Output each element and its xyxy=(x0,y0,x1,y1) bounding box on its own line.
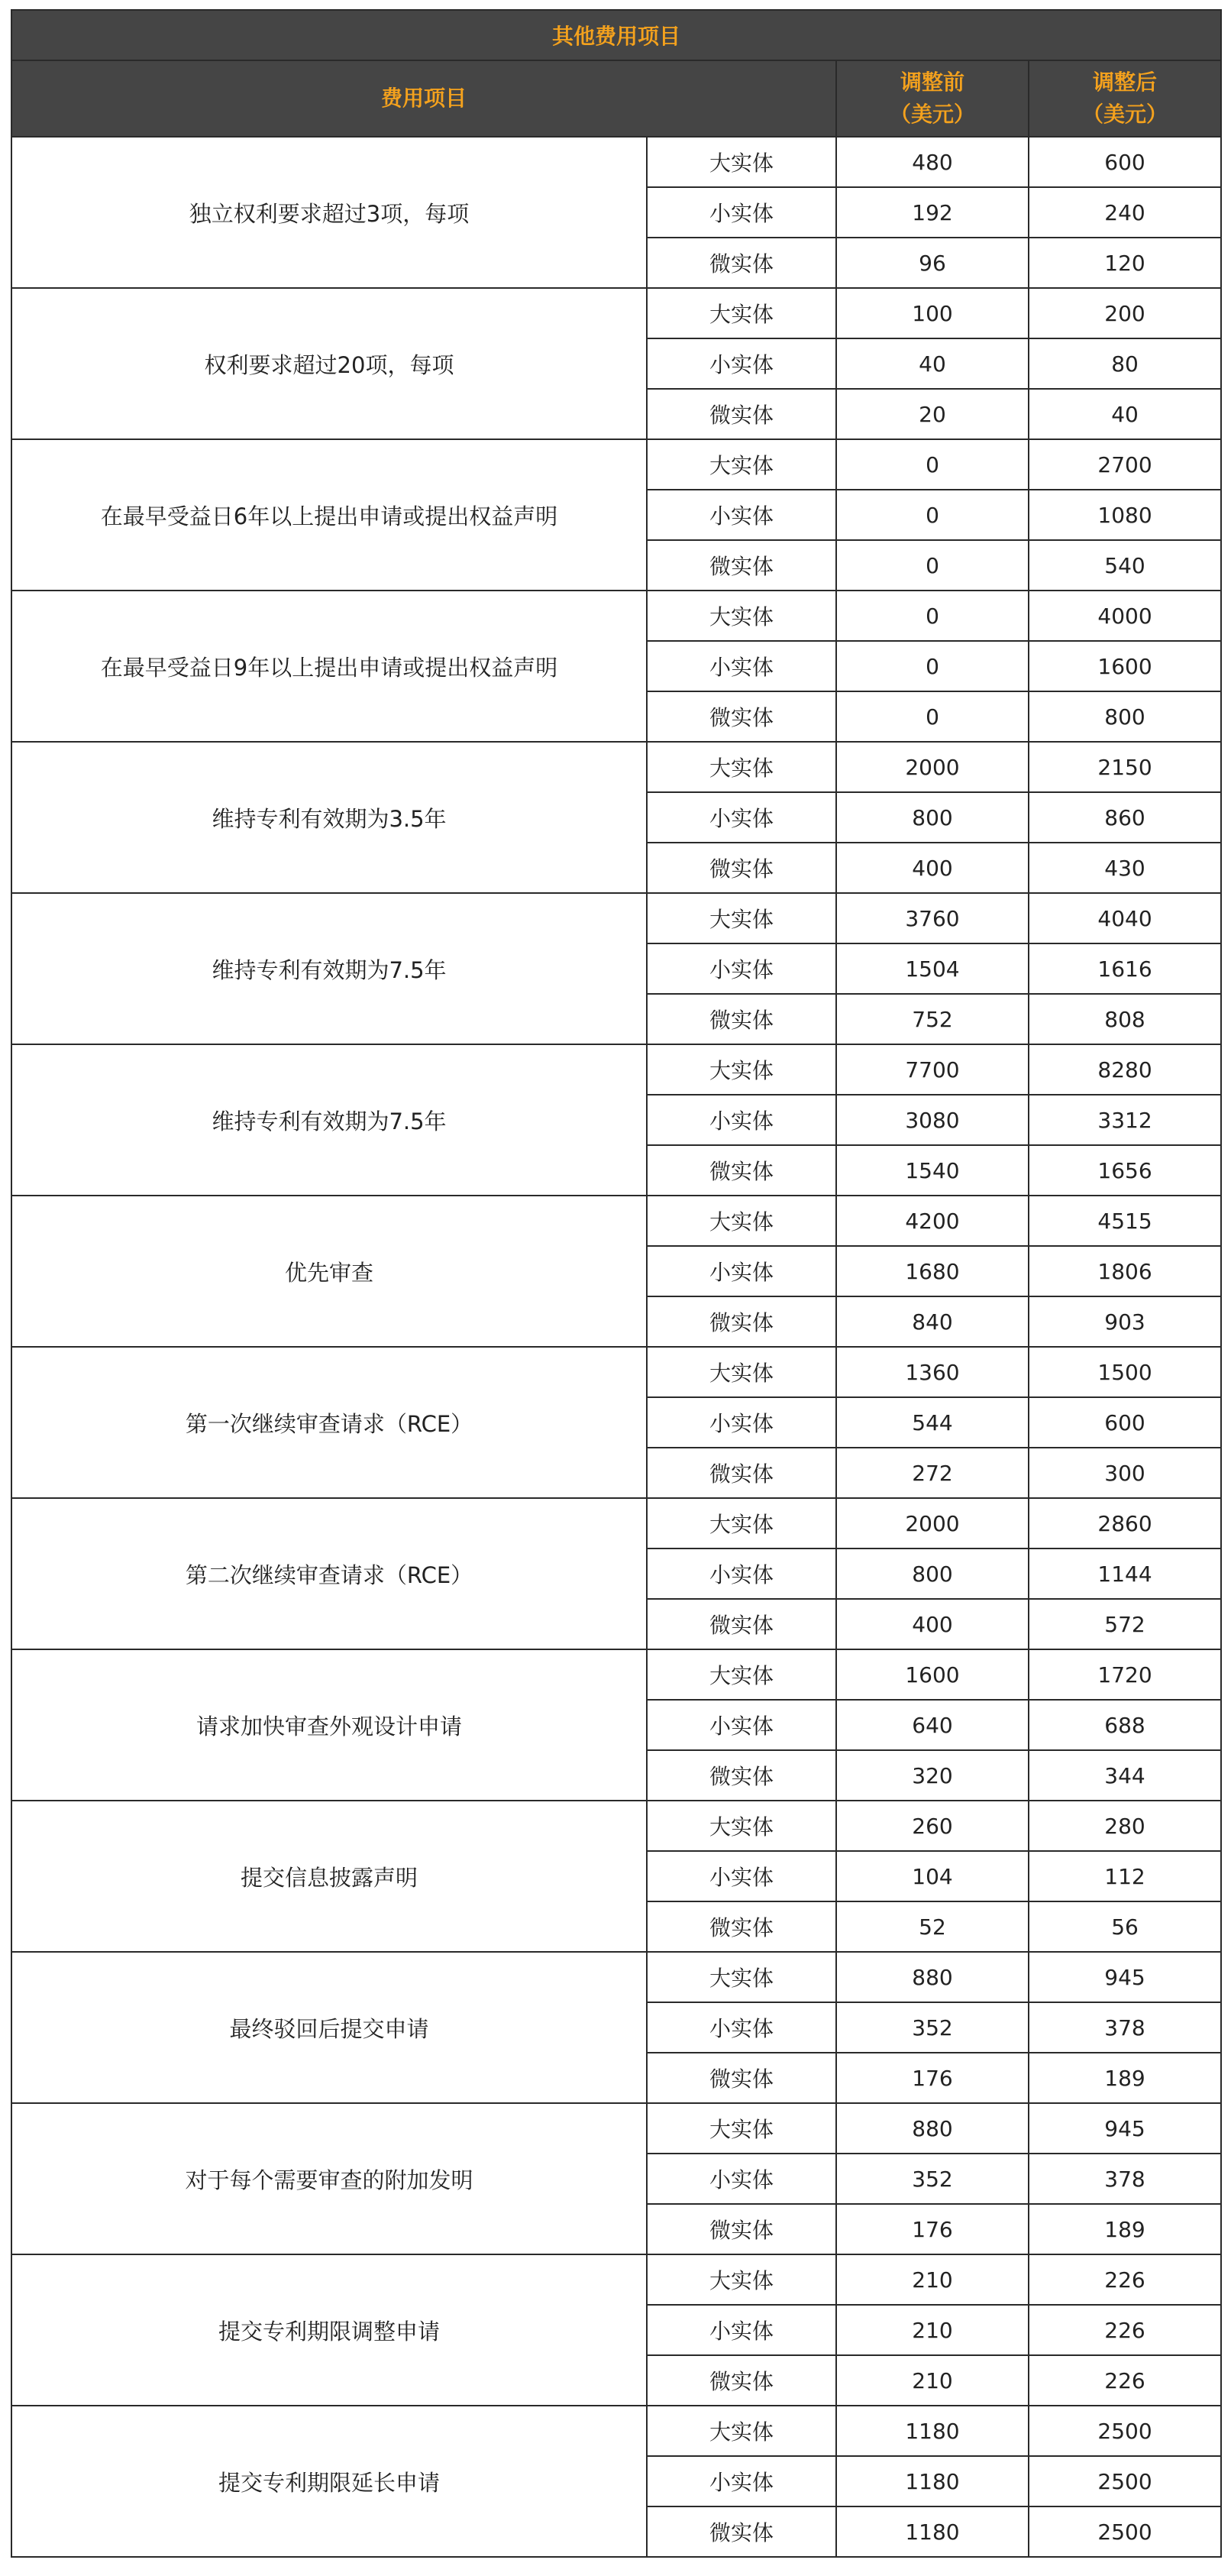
fee-after-cell: 2700 xyxy=(1029,439,1221,490)
fee-before-cell: 260 xyxy=(836,1801,1029,1851)
fee-after-cell: 226 xyxy=(1029,2254,1221,2305)
fee-before-cell: 96 xyxy=(836,238,1029,288)
table-row xyxy=(11,2406,1221,2456)
fee-item-cell: 独立权利要求超过3项，每项 xyxy=(11,137,647,288)
fee-before-cell: 0 xyxy=(836,439,1029,490)
entity-size-cell: 微实体 xyxy=(647,2506,836,2557)
fee-before-cell: 3760 xyxy=(836,893,1029,943)
fee-before-cell: 544 xyxy=(836,1397,1029,1448)
entity-size-cell: 小实体 xyxy=(647,792,836,843)
fee-item-cell: 在最早受益日9年以上提出申请或提出权益声明 xyxy=(11,591,647,742)
fee-before-cell: 104 xyxy=(836,1851,1029,1901)
table-row xyxy=(11,1347,1221,1397)
fee-after-cell: 378 xyxy=(1029,2154,1221,2204)
entity-size-cell: 大实体 xyxy=(647,1952,836,2002)
fee-before-cell: 192 xyxy=(836,187,1029,238)
entity-size-cell: 小实体 xyxy=(647,338,836,389)
fee-before-cell: 52 xyxy=(836,1901,1029,1952)
fee-before-cell: 40 xyxy=(836,338,1029,389)
fee-after-cell: 3312 xyxy=(1029,1095,1221,1145)
fee-after-cell: 240 xyxy=(1029,187,1221,238)
fee-table xyxy=(11,9,1222,2558)
fee-before-cell: 0 xyxy=(836,540,1029,591)
table-row xyxy=(11,439,1221,490)
entity-size-cell: 大实体 xyxy=(647,288,836,338)
entity-size-cell: 微实体 xyxy=(647,994,836,1044)
entity-size-cell: 小实体 xyxy=(647,1246,836,1296)
entity-size-cell: 微实体 xyxy=(647,2053,836,2103)
fee-before-cell: 4200 xyxy=(836,1196,1029,1246)
fee-after-cell: 300 xyxy=(1029,1448,1221,1498)
fee-after-cell: 4040 xyxy=(1029,893,1221,943)
entity-size-cell: 微实体 xyxy=(647,2204,836,2254)
fee-before-cell: 1180 xyxy=(836,2506,1029,2557)
header-before-line1: 调整前 xyxy=(900,70,964,95)
entity-size-cell: 微实体 xyxy=(647,1750,836,1801)
fee-after-cell: 540 xyxy=(1029,540,1221,591)
fee-after-cell: 280 xyxy=(1029,1801,1221,1851)
fee-before-cell: 1504 xyxy=(836,943,1029,994)
fee-after-cell: 430 xyxy=(1029,843,1221,893)
fee-after-cell: 600 xyxy=(1029,1397,1221,1448)
table-row xyxy=(11,591,1221,641)
fee-before-cell: 210 xyxy=(836,2305,1029,2355)
fee-before-cell: 272 xyxy=(836,1448,1029,1498)
header-fee-item: 费用项目 xyxy=(11,60,836,137)
fee-table-container xyxy=(11,9,1220,2558)
fee-before-cell: 640 xyxy=(836,1700,1029,1750)
fee-after-cell: 40 xyxy=(1029,389,1221,439)
table-title: 其他费用项目 xyxy=(11,10,1221,60)
fee-after-cell: 1080 xyxy=(1029,490,1221,540)
fee-after-cell: 226 xyxy=(1029,2305,1221,2355)
header-after-line2: （美元） xyxy=(1082,102,1168,127)
entity-size-cell: 微实体 xyxy=(647,238,836,288)
fee-item-cell: 权利要求超过20项，每项 xyxy=(11,288,647,439)
entity-size-cell: 大实体 xyxy=(647,893,836,943)
fee-item-cell: 最终驳回后提交申请 xyxy=(11,1952,647,2103)
fee-after-cell: 1500 xyxy=(1029,1347,1221,1397)
table-row xyxy=(11,288,1221,338)
fee-after-cell: 1656 xyxy=(1029,1145,1221,1196)
fee-before-cell: 3080 xyxy=(836,1095,1029,1145)
table-row xyxy=(11,1044,1221,1095)
fee-item-cell: 维持专利有效期为7.5年 xyxy=(11,893,647,1044)
entity-size-cell: 大实体 xyxy=(647,1498,836,1549)
table-row xyxy=(11,2103,1221,2154)
fee-after-cell: 8280 xyxy=(1029,1044,1221,1095)
entity-size-cell: 大实体 xyxy=(647,2406,836,2456)
header-before-line2: （美元） xyxy=(889,102,975,127)
entity-size-cell: 大实体 xyxy=(647,2254,836,2305)
fee-before-cell: 0 xyxy=(836,490,1029,540)
fee-after-cell: 808 xyxy=(1029,994,1221,1044)
entity-size-cell: 微实体 xyxy=(647,1901,836,1952)
fee-after-cell: 4515 xyxy=(1029,1196,1221,1246)
fee-before-cell: 210 xyxy=(836,2355,1029,2406)
fee-after-cell: 56 xyxy=(1029,1901,1221,1952)
fee-after-cell: 200 xyxy=(1029,288,1221,338)
entity-size-cell: 小实体 xyxy=(647,943,836,994)
fee-before-cell: 2000 xyxy=(836,1498,1029,1549)
entity-size-cell: 小实体 xyxy=(647,641,836,691)
entity-size-cell: 大实体 xyxy=(647,1196,836,1246)
entity-size-cell: 大实体 xyxy=(647,1649,836,1700)
table-row xyxy=(11,1498,1221,1549)
entity-size-cell: 小实体 xyxy=(647,1700,836,1750)
fee-before-cell: 2000 xyxy=(836,742,1029,792)
table-row xyxy=(11,742,1221,792)
table-title-row xyxy=(11,10,1221,60)
fee-after-cell: 378 xyxy=(1029,2002,1221,2053)
fee-after-cell: 600 xyxy=(1029,137,1221,187)
entity-size-cell: 微实体 xyxy=(647,691,836,742)
entity-size-cell: 大实体 xyxy=(647,591,836,641)
entity-size-cell: 大实体 xyxy=(647,1044,836,1095)
fee-before-cell: 800 xyxy=(836,792,1029,843)
entity-size-cell: 大实体 xyxy=(647,742,836,792)
entity-size-cell: 大实体 xyxy=(647,2103,836,2154)
fee-before-cell: 352 xyxy=(836,2002,1029,2053)
entity-size-cell: 大实体 xyxy=(647,137,836,187)
table-row xyxy=(11,137,1221,187)
fee-before-cell: 880 xyxy=(836,2103,1029,2154)
fee-table-body xyxy=(11,137,1221,2557)
fee-after-cell: 120 xyxy=(1029,238,1221,288)
fee-before-cell: 0 xyxy=(836,691,1029,742)
entity-size-cell: 微实体 xyxy=(647,1599,836,1649)
fee-before-cell: 800 xyxy=(836,1549,1029,1599)
entity-size-cell: 微实体 xyxy=(647,1448,836,1498)
entity-size-cell: 微实体 xyxy=(647,540,836,591)
fee-after-cell: 4000 xyxy=(1029,591,1221,641)
entity-size-cell: 小实体 xyxy=(647,1851,836,1901)
fee-after-cell: 344 xyxy=(1029,1750,1221,1801)
fee-after-cell: 688 xyxy=(1029,1700,1221,1750)
entity-size-cell: 小实体 xyxy=(647,187,836,238)
table-row xyxy=(11,1801,1221,1851)
fee-before-cell: 880 xyxy=(836,1952,1029,2002)
fee-before-cell: 1600 xyxy=(836,1649,1029,1700)
fee-before-cell: 0 xyxy=(836,591,1029,641)
fee-after-cell: 2860 xyxy=(1029,1498,1221,1549)
fee-before-cell: 352 xyxy=(836,2154,1029,2204)
table-row xyxy=(11,1952,1221,2002)
fee-after-cell: 1720 xyxy=(1029,1649,1221,1700)
fee-before-cell: 1180 xyxy=(836,2456,1029,2506)
fee-after-cell: 112 xyxy=(1029,1851,1221,1901)
entity-size-cell: 微实体 xyxy=(647,2355,836,2406)
fee-after-cell: 572 xyxy=(1029,1599,1221,1649)
fee-after-cell: 2150 xyxy=(1029,742,1221,792)
entity-size-cell: 小实体 xyxy=(647,2154,836,2204)
fee-after-cell: 860 xyxy=(1029,792,1221,843)
entity-size-cell: 小实体 xyxy=(647,2002,836,2053)
entity-size-cell: 微实体 xyxy=(647,389,836,439)
entity-size-cell: 小实体 xyxy=(647,2305,836,2355)
fee-after-cell: 189 xyxy=(1029,2204,1221,2254)
table-row xyxy=(11,893,1221,943)
fee-before-cell: 1540 xyxy=(836,1145,1029,1196)
fee-before-cell: 0 xyxy=(836,641,1029,691)
entity-size-cell: 小实体 xyxy=(647,1095,836,1145)
fee-item-cell: 对于每个需要审查的附加发明 xyxy=(11,2103,647,2254)
fee-after-cell: 2500 xyxy=(1029,2406,1221,2456)
entity-size-cell: 大实体 xyxy=(647,1347,836,1397)
fee-after-cell: 1600 xyxy=(1029,641,1221,691)
fee-before-cell: 210 xyxy=(836,2254,1029,2305)
fee-item-cell: 在最早受益日6年以上提出申请或提出权益声明 xyxy=(11,439,647,591)
entity-size-cell: 小实体 xyxy=(647,2456,836,2506)
fee-after-cell: 1806 xyxy=(1029,1246,1221,1296)
fee-after-cell: 945 xyxy=(1029,1952,1221,2002)
header-before xyxy=(836,60,1029,137)
fee-item-cell: 维持专利有效期为7.5年 xyxy=(11,1044,647,1196)
entity-size-cell: 小实体 xyxy=(647,1549,836,1599)
fee-after-cell: 189 xyxy=(1029,2053,1221,2103)
fee-before-cell: 100 xyxy=(836,288,1029,338)
fee-before-cell: 20 xyxy=(836,389,1029,439)
fee-item-cell: 请求加快审查外观设计申请 xyxy=(11,1649,647,1801)
table-row xyxy=(11,1196,1221,1246)
fee-after-cell: 2500 xyxy=(1029,2506,1221,2557)
fee-item-cell: 优先审查 xyxy=(11,1196,647,1347)
fee-before-cell: 320 xyxy=(836,1750,1029,1801)
fee-item-cell: 第一次继续审查请求（RCE） xyxy=(11,1347,647,1498)
fee-before-cell: 752 xyxy=(836,994,1029,1044)
fee-after-cell: 1616 xyxy=(1029,943,1221,994)
fee-before-cell: 176 xyxy=(836,2204,1029,2254)
fee-after-cell: 80 xyxy=(1029,338,1221,389)
entity-size-cell: 大实体 xyxy=(647,1801,836,1851)
header-after-line1: 调整后 xyxy=(1093,70,1158,95)
fee-after-cell: 800 xyxy=(1029,691,1221,742)
fee-item-cell: 维持专利有效期为3.5年 xyxy=(11,742,647,893)
fee-before-cell: 400 xyxy=(836,1599,1029,1649)
fee-after-cell: 903 xyxy=(1029,1296,1221,1347)
header-after xyxy=(1029,60,1221,137)
entity-size-cell: 小实体 xyxy=(647,490,836,540)
fee-after-cell: 945 xyxy=(1029,2103,1221,2154)
fee-before-cell: 840 xyxy=(836,1296,1029,1347)
fee-before-cell: 480 xyxy=(836,137,1029,187)
fee-after-cell: 1144 xyxy=(1029,1549,1221,1599)
fee-before-cell: 1360 xyxy=(836,1347,1029,1397)
fee-after-cell: 2500 xyxy=(1029,2456,1221,2506)
fee-item-cell: 提交专利期限调整申请 xyxy=(11,2254,647,2406)
fee-before-cell: 176 xyxy=(836,2053,1029,2103)
fee-before-cell: 7700 xyxy=(836,1044,1029,1095)
fee-before-cell: 1180 xyxy=(836,2406,1029,2456)
fee-before-cell: 1680 xyxy=(836,1246,1029,1296)
table-row xyxy=(11,2254,1221,2305)
entity-size-cell: 大实体 xyxy=(647,439,836,490)
entity-size-cell: 微实体 xyxy=(647,843,836,893)
entity-size-cell: 微实体 xyxy=(647,1296,836,1347)
fee-item-cell: 第二次继续审查请求（RCE） xyxy=(11,1498,647,1649)
table-row xyxy=(11,1649,1221,1700)
fee-after-cell: 226 xyxy=(1029,2355,1221,2406)
fee-before-cell: 400 xyxy=(836,843,1029,893)
entity-size-cell: 小实体 xyxy=(647,1397,836,1448)
entity-size-cell: 微实体 xyxy=(647,1145,836,1196)
fee-item-cell: 提交信息披露声明 xyxy=(11,1801,647,1952)
fee-item-cell: 提交专利期限延长申请 xyxy=(11,2406,647,2557)
table-header-row xyxy=(11,60,1221,137)
